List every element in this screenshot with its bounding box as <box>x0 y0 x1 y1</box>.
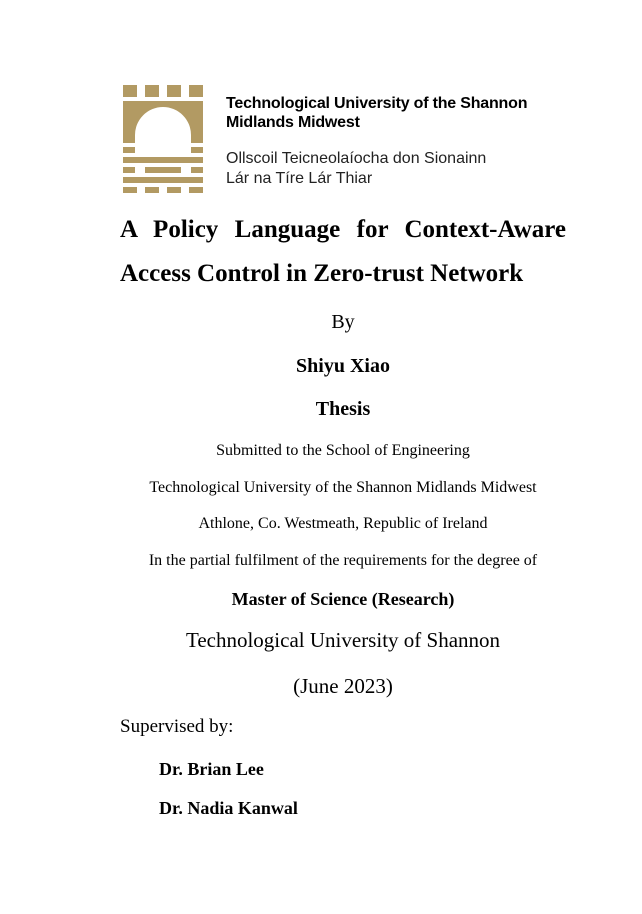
supervisor-name: Dr. Nadia Kanwal <box>159 798 298 818</box>
university-name-irish-line2: Lár na Tíre Lár Thiar <box>226 170 373 187</box>
institution-name: Technological University of the Shannon Midlands Midwest <box>149 479 537 496</box>
supervised-by-label: Supervised by: <box>120 716 234 737</box>
university-name-irish-line1: Ollscoil Teicneolaíocha don Sionainn <box>226 150 487 167</box>
university-name-irish <box>226 149 486 189</box>
university-name-english-line1: Technological University of the Shannon <box>226 95 528 112</box>
author-name: Shiyu Xiao <box>296 355 390 377</box>
by-label: By <box>331 311 355 333</box>
degree-name: Master of Science (Research) <box>231 589 455 609</box>
university-logo-icon <box>123 85 203 195</box>
supervisor-name: Dr. Brian Lee <box>159 759 264 779</box>
document-type: Thesis <box>315 398 371 420</box>
university-name-english-line2: Midlands Midwest <box>226 114 360 131</box>
partial-fulfilment-statement: In the partial fulfilment of the requirements for the degree of <box>148 552 538 569</box>
submission-date: (June 2023) <box>293 674 393 698</box>
submitted-to: Submitted to the School of Engineering <box>216 442 470 459</box>
thesis-title-line1: A Policy Language for Context-Aware <box>120 216 566 243</box>
institution-location: Athlone, Co. Westmeath, Republic of Ireland <box>198 515 488 532</box>
thesis-title-line2: Access Control in Zero-trust Network <box>120 260 524 287</box>
university-name-english <box>226 94 527 132</box>
thesis-title <box>120 208 566 296</box>
awarding-body: Technological University of Shannon <box>185 628 501 652</box>
